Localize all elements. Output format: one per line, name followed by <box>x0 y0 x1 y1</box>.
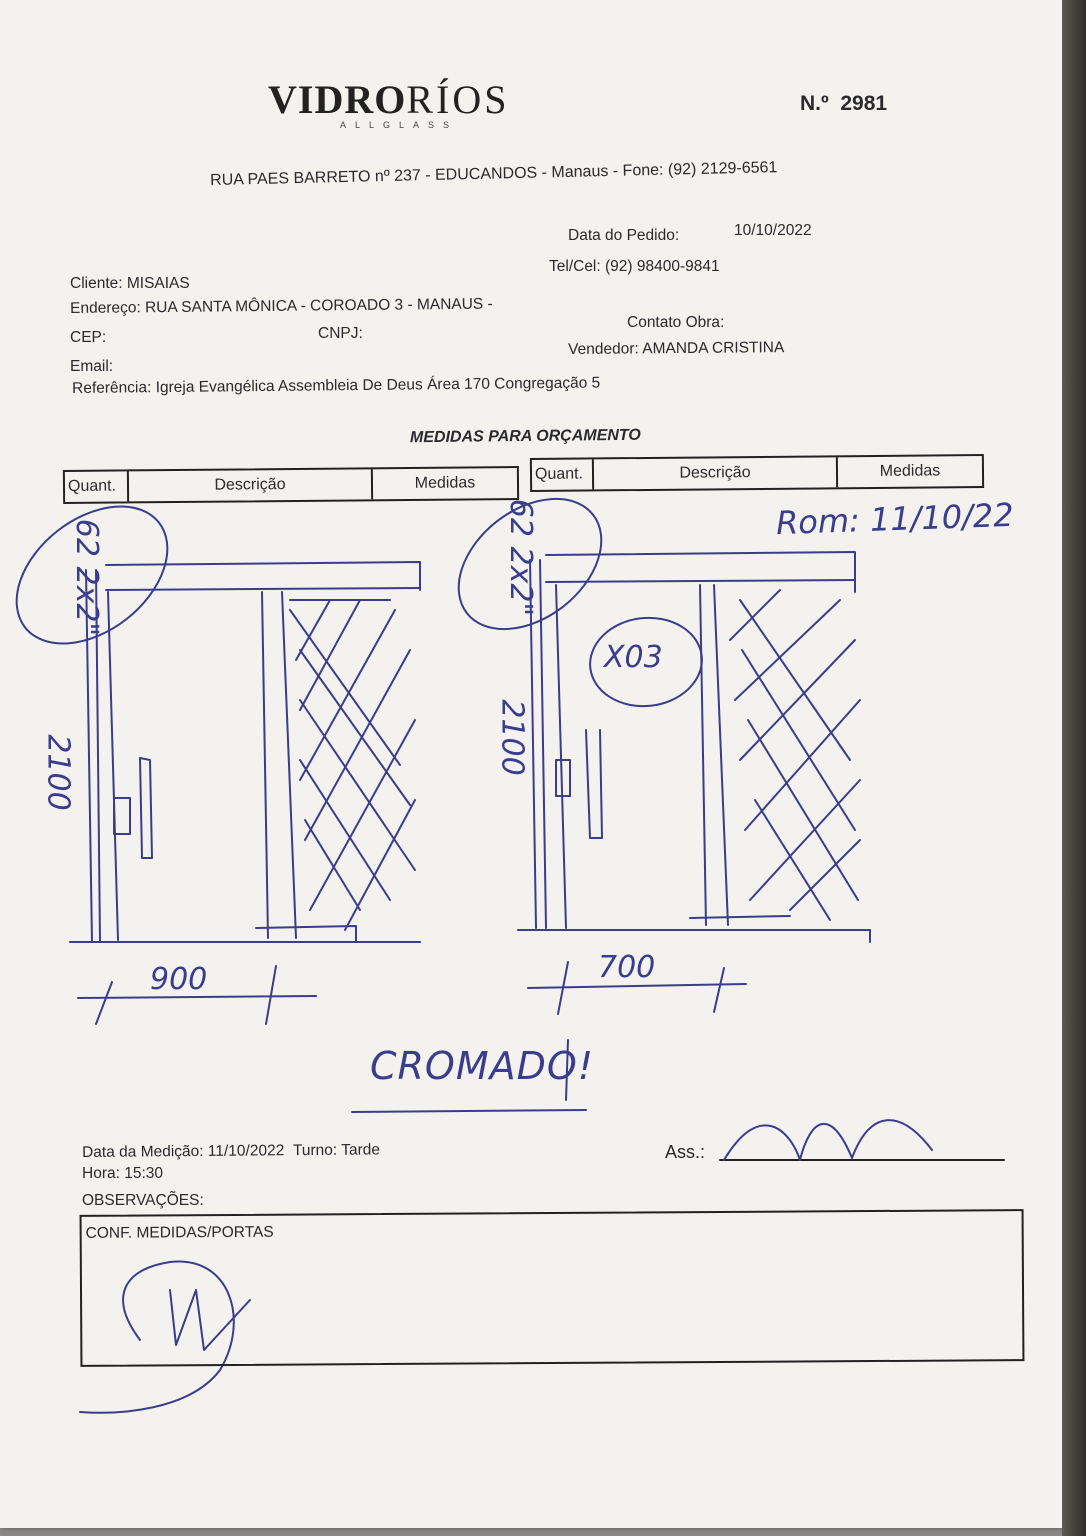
finish-underline <box>352 1110 586 1112</box>
client-address: Endereço: RUA SANTA MÔNICA - COROADO 3 - MANAUS - <box>70 295 493 317</box>
section-title: MEDIDAS PARA ORÇAMENTO <box>409 426 641 447</box>
col-measures: Medidas <box>414 474 476 492</box>
left-height: 2100 <box>40 734 76 811</box>
col-qty: Quant. <box>65 471 129 502</box>
col-qty: Quant. <box>532 459 594 490</box>
right-tag: X03 <box>604 640 663 675</box>
phone: Tel/Cel: (92) 98400-9841 <box>549 258 720 275</box>
order-number-label: N.º <box>800 92 829 115</box>
observations-box <box>80 1209 1025 1367</box>
col-description: Descrição <box>129 469 373 501</box>
order-date-label: Data do Pedido: <box>568 227 680 244</box>
shift: Turno: Tarde <box>292 1141 381 1160</box>
cep: CEP: <box>70 329 107 346</box>
measurement-date-text: Data da Medição: 11/10/2022 <box>82 1142 285 1161</box>
brand-subtitle: ALLGLASS <box>340 120 459 130</box>
brand-light: RÍOS <box>406 77 510 122</box>
brand-bold: VIDRO <box>268 77 407 122</box>
measurement-time: Hora: 15:30 <box>82 1165 163 1182</box>
observations-text: CONF. MEDIDAS/PORTAS <box>85 1223 274 1242</box>
reference: Referência: Igreja Evangélica Assembleia De Deus Área 170 Congregação 5 <box>72 374 601 397</box>
right-width: 700 <box>598 950 656 985</box>
measurement-date <box>82 1141 380 1162</box>
right-height: 2100 <box>494 699 530 776</box>
order-date-value: 10/10/2022 <box>734 222 812 239</box>
finish-note: CROMADO! <box>370 1044 595 1088</box>
page-edge-shadow <box>1062 0 1086 1536</box>
col-description: Descrição <box>594 457 838 489</box>
email: Email: <box>70 358 114 375</box>
site-contact: Contato Obra: <box>627 314 725 331</box>
signature-scribble <box>724 1120 932 1160</box>
cnpj: CNPJ: <box>318 325 363 342</box>
observations-label: OBSERVAÇÕES: <box>82 1192 204 1209</box>
seller: Vendedor: AMANDA CRISTINA <box>568 339 785 358</box>
signature-label: Ass.: <box>665 1142 706 1162</box>
company-address: RUA PAES BARRETO nº 237 - EDUCANDOS - Manaus - Fone: (92) 2129-6561 <box>210 159 778 189</box>
right-qty-note: 62 2x2" <box>503 498 539 617</box>
left-width: 900 <box>150 962 208 997</box>
order-number-value: 2981 <box>840 92 888 115</box>
right-date-note: Rom: 11/10/22 <box>775 495 1015 543</box>
client-name: Cliente: MISAIAS <box>70 275 190 292</box>
col-measures: Medidas <box>879 462 941 480</box>
left-qty-note: 62 2x2" <box>69 518 105 637</box>
